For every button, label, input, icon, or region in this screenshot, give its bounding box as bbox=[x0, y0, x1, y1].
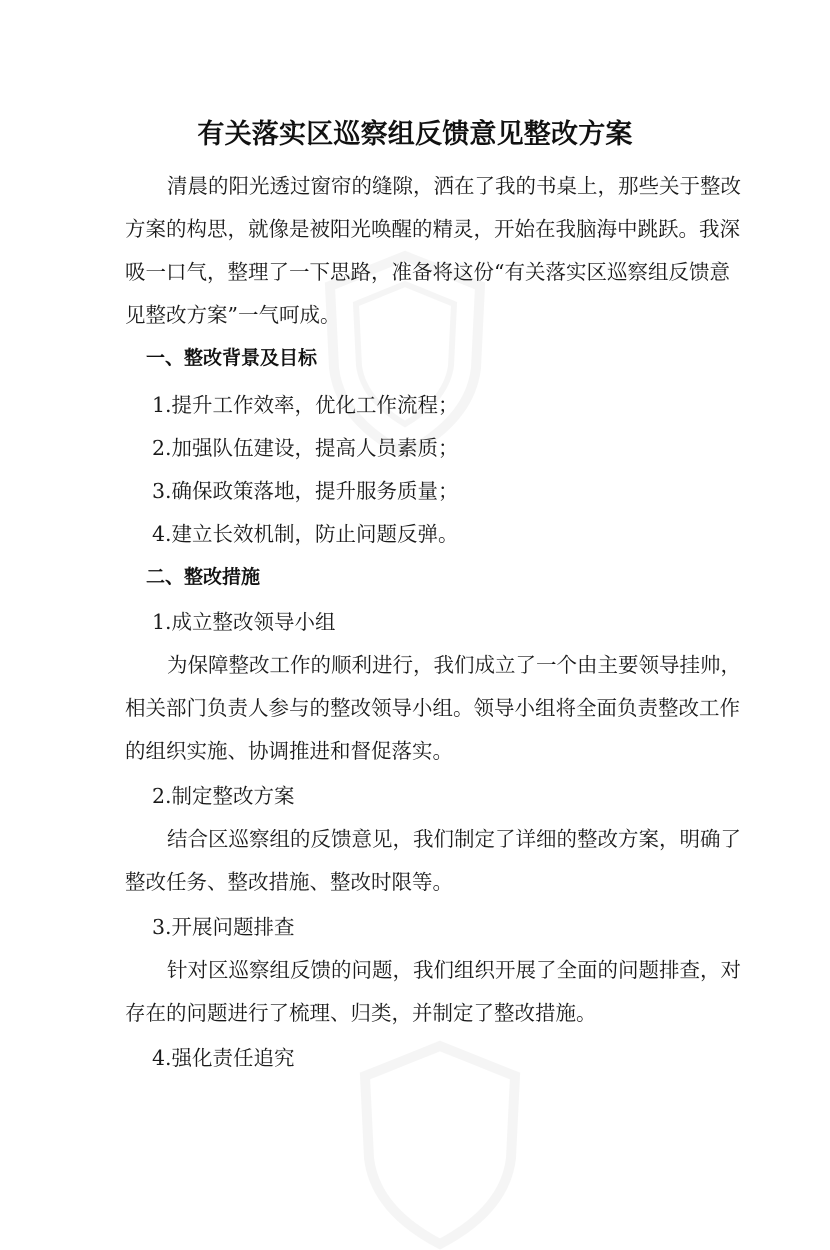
goal-item: 1.提升工作效率，优化工作流程； bbox=[152, 393, 459, 417]
measure-title: 4.强化责任追究 bbox=[152, 1046, 295, 1070]
intro-line: 见整改方案”一气呵成。 bbox=[125, 303, 341, 327]
measure-title: 3.开展问题排查 bbox=[152, 915, 295, 939]
measure-line: 结合区巡察组的反馈意见，我们制定了详细的整改方案，明确了 bbox=[167, 827, 741, 851]
section-heading-measures: 二、整改措施 bbox=[146, 566, 261, 588]
goal-item: 2.加强队伍建设，提高人员素质； bbox=[152, 436, 459, 460]
watermark-shield-icon bbox=[355, 1040, 525, 1250]
measure-line: 为保障整改工作的顺利进行，我们成立了一个由主要领导挂帅， bbox=[167, 653, 741, 677]
measure-title: 2.制定整改方案 bbox=[152, 784, 295, 808]
intro-line: 吸一口气，整理了一下思路，准备将这份“有关落实区巡察组反馈意 bbox=[125, 260, 730, 284]
measure-line: 的组织实施、协调推进和督促落实。 bbox=[125, 739, 453, 763]
measure-line: 存在的问题进行了梳理、归类，并制定了整改措施。 bbox=[125, 1001, 597, 1025]
measure-line: 相关部门负责人参与的整改领导小组。领导小组将全面负责整改工作 bbox=[125, 696, 740, 720]
measure-title: 1.成立整改领导小组 bbox=[152, 610, 336, 634]
measure-line: 针对区巡察组反馈的问题，我们组织开展了全面的问题排查，对 bbox=[167, 958, 741, 982]
goal-item: 4.建立长效机制，防止问题反弹。 bbox=[152, 522, 459, 546]
measure-line: 整改任务、整改措施、整改时限等。 bbox=[125, 870, 453, 894]
section-heading-background: 一、整改背景及目标 bbox=[146, 347, 318, 369]
goal-item: 3.确保政策落地，提升服务质量； bbox=[152, 479, 459, 503]
page-title: 有关落实区巡察组反馈意见整改方案 bbox=[197, 119, 633, 150]
intro-line: 方案的构思，就像是被阳光唤醒的精灵，开始在我脑海中跳跃。我深 bbox=[125, 217, 740, 241]
intro-line: 清晨的阳光透过窗帘的缝隙，洒在了我的书桌上，那些关于整改 bbox=[167, 174, 741, 198]
